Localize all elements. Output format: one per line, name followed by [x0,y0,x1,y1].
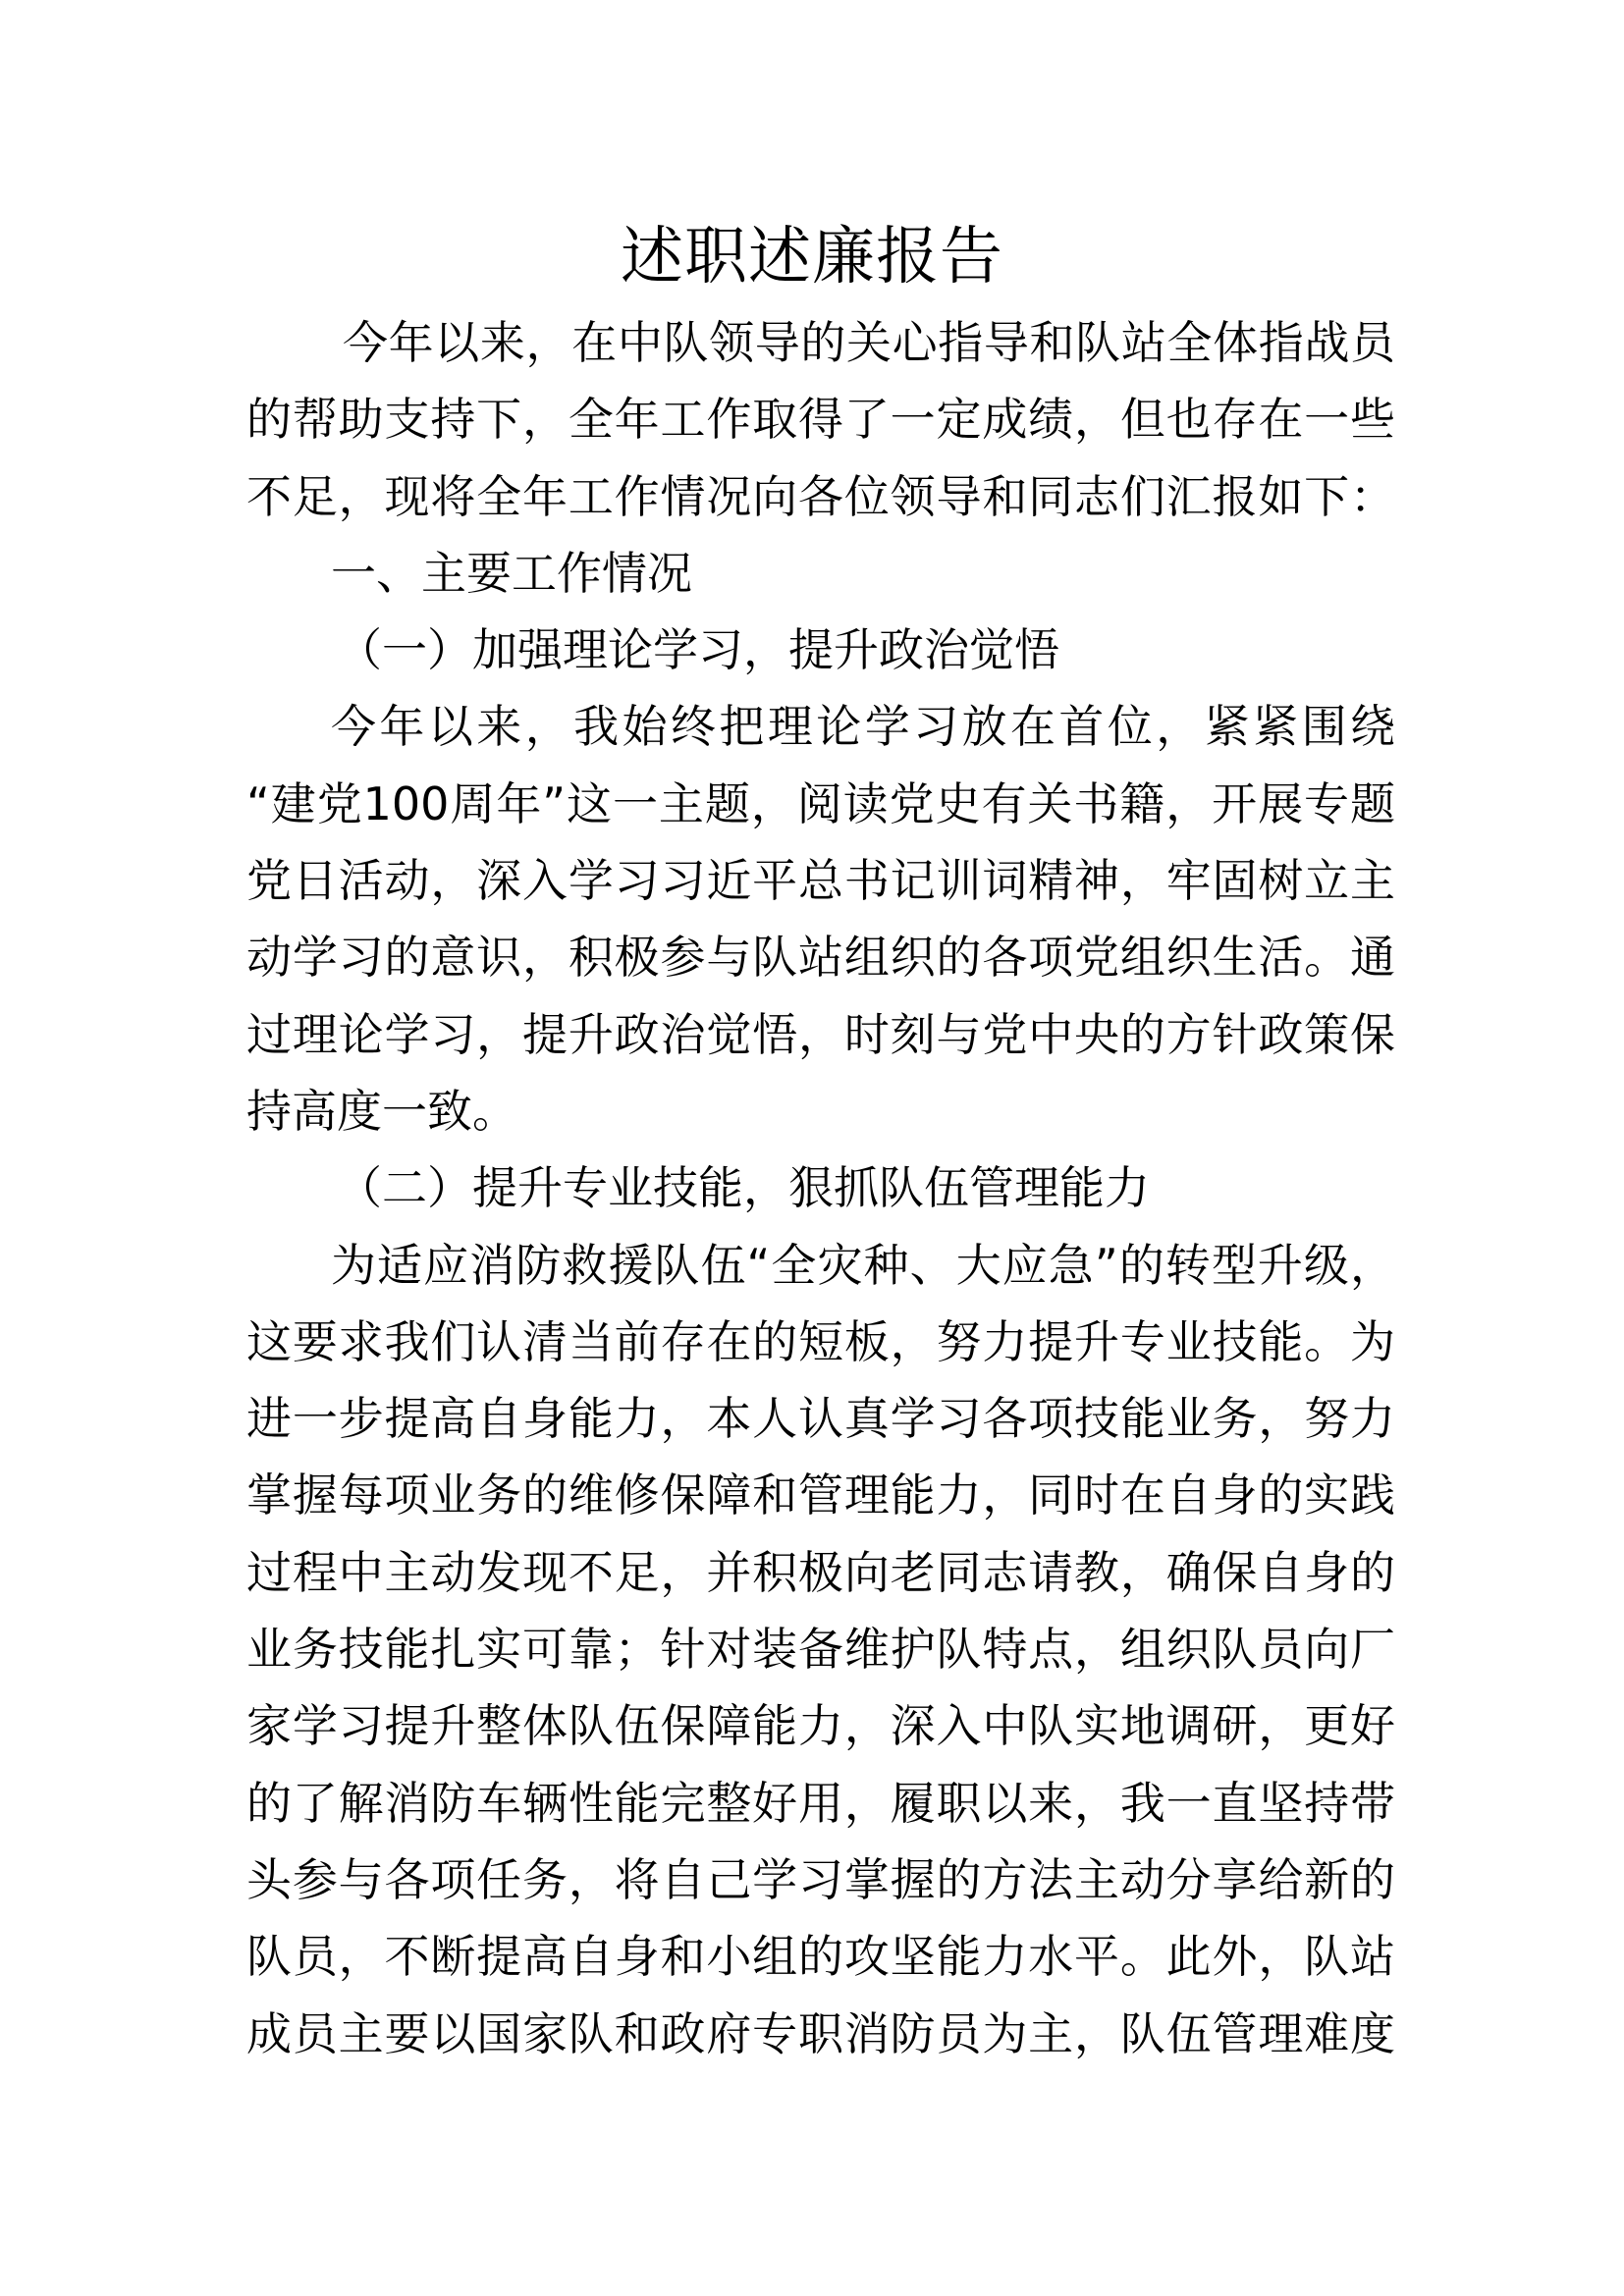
paragraph-line: 进一步提高自身能力，本人认真学习各项技能业务，努力 [246,1392,1395,1446]
paragraph-line: “建党100周年”这一主题，阅读党史有关书籍，开展专题 [246,776,1395,830]
paragraph-line: 的了解消防车辆性能完整好用，履职以来，我一直坚持带 [246,1776,1395,1830]
paragraph-line: 持高度一致。 [246,1084,517,1138]
paragraph-line: 掌握每项业务的维修保障和管理能力，同时在自身的实践 [246,1468,1395,1522]
paragraph-line: 过理论学习，提升政治觉悟，时刻与党中央的方针政策保 [246,1007,1395,1061]
paragraph-line: 业务技能扎实可靠；针对装备维护队特点，组织队员向厂 [246,1623,1395,1677]
paragraph-line: 过程中主动发现不足，并积极向老同志请教，确保自身的 [246,1545,1395,1599]
paragraph-line: 队员，不断提高自身和小组的攻坚能力水平。此外，队站 [246,1930,1395,1984]
paragraph-line: 成员主要以国家队和政府专职消防员为主，队伍管理难度 [246,2006,1395,2060]
paragraph-line: 家学习提升整体队伍保障能力，深入中队实地调研，更好 [246,1699,1395,1753]
document-title: 述职述廉报告 [621,221,1003,294]
paragraph-line: 为适应消防救援队伍“全灾种、大应急”的转型升级， [331,1238,1395,1292]
subsection-heading: （二）提升专业技能，狠抓队伍管理能力 [337,1161,1150,1215]
paragraph-line: 不足，现将全年工作情况向各位领导和同志们汇报如下： [246,469,1395,523]
section-heading: 一、主要工作情况 [331,546,692,600]
intro-paragraph [246,304,1395,535]
paragraph-line: 今年以来，我始终把理论学习放在首位，紧紧围绕 [331,700,1395,754]
subsection-heading: （一）加强理论学习，提升政治觉悟 [337,623,1059,677]
paragraph-line: 头参与各项任务，将自己学习掌握的方法主动分享给新的 [246,1852,1395,1906]
subsection-1-paragraph [246,688,1395,1149]
document-body [246,304,1395,2072]
paragraph-line: 党日活动，深入学习习近平总书记训词精神，牢固树立主 [246,854,1395,908]
subsection-2-paragraph [246,1227,1395,2072]
paragraph-line: 的帮助支持下，全年工作取得了一定成绩，但也存在一些 [246,393,1395,447]
paragraph-line: 今年以来，在中队领导的关心指导和队站全体指战员 [343,316,1395,369]
paragraph-line: 这要求我们认清当前存在的短板，努力提升专业技能。为 [246,1314,1395,1368]
paragraph-line: 动学习的意识，积极参与队站组织的各项党组织生活。通 [246,931,1395,985]
